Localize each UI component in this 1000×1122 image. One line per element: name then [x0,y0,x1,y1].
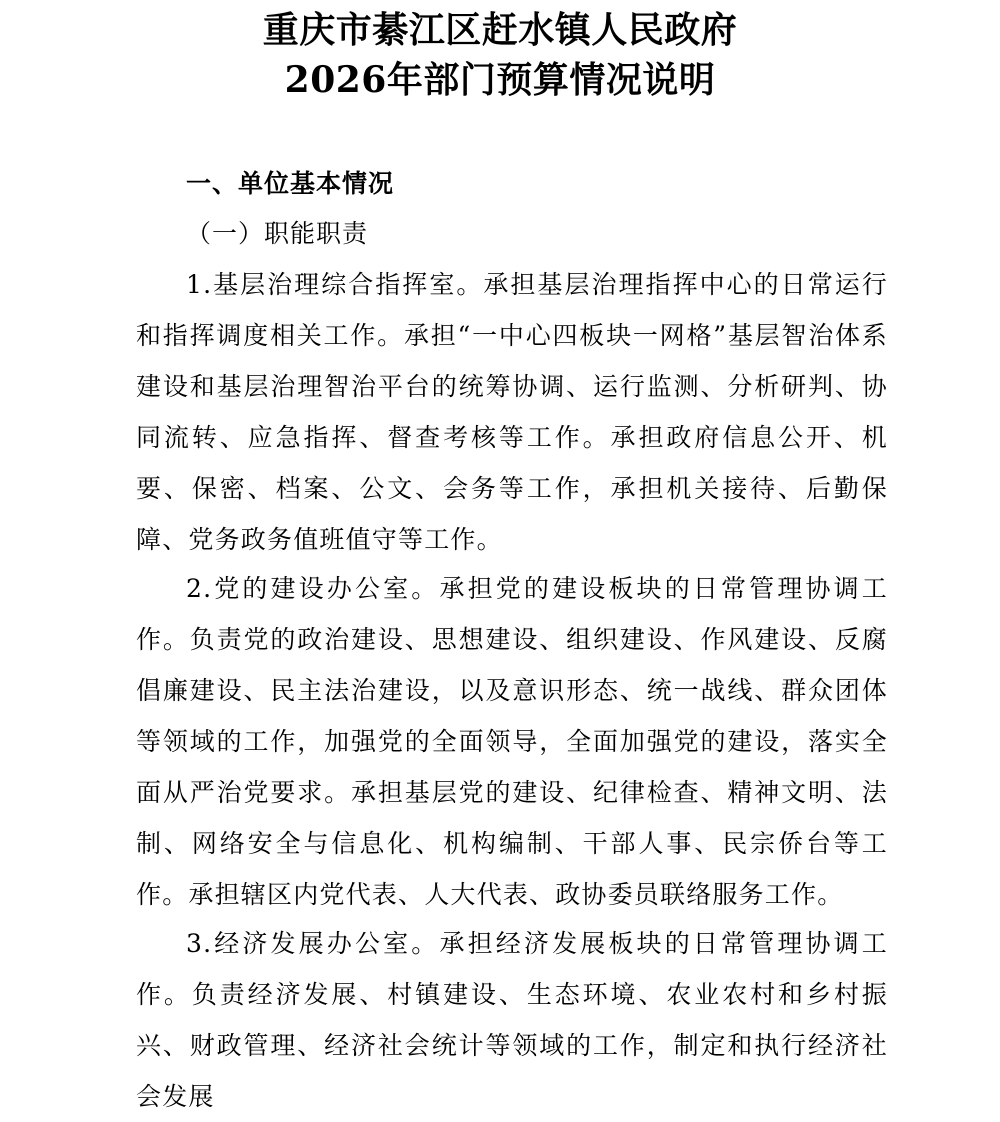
paragraph-command-office: 1.基层治理综合指挥室。承担基层治理指挥中心的日常运行和指挥调度相关工作。承担“一中心四板块一网格”基层智治体系建设和基层治理智治平台的统筹协调、运行监测、分析研判、协同流转、应急指挥、督查考核等工作。承担政府信息公开、机要、保密、档案、公文、会务等工作，承担机关接待、后勤保障、党务政务值班值守等工作。 [136,270,888,554]
paragraph-party-building-office: 2.党的建设办公室。承担党的建设板块的日常管理协调工作。负责党的政治建设、思想建设、组织建设、作风建设、反腐倡廉建设、民主法治建设，以及意识形态、统一战线、群众团体等领域的工作，加强党的全面领导，全面加强党的建设，落实全面从严治党要求。承担基层党的建设、纪律检查、精神文明、法制、网络安全与信息化、机构编制、干部人事、民宗侨台等工作。承担辖区内党代表、人大代表、政协委员联络服务工作。 [136,574,888,909]
paragraph-economic-development-office: 3.经济发展办公室。承担经济发展板块的日常管理协调工作。负责经济发展、村镇建设、生态环境、农业农村和乡村振兴、财政管理、经济社会统计等领域的工作，制定和执行经济社会发展 [136,929,888,1111]
section-heading-unit-basic-info: 一、单位基本情况 [186,169,395,198]
document-title-line-1: 重庆市綦江区赶水镇人民政府 [262,9,738,51]
subsection-heading-functions: （一）职能职责 [186,219,369,248]
document-title-line-2: 2026年部门预算情况说明 [284,59,716,101]
